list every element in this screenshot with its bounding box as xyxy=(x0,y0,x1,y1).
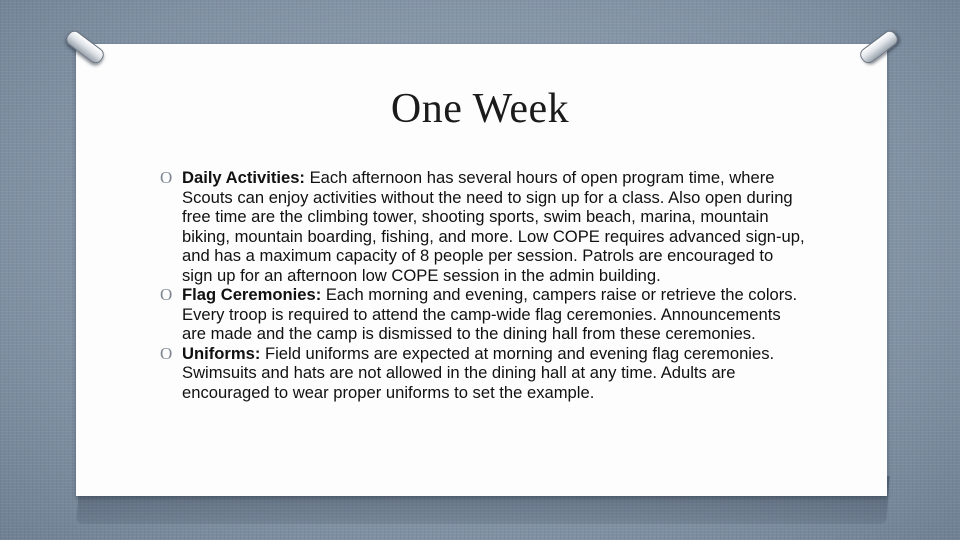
bullet-marker-icon: O xyxy=(160,285,173,304)
bullet-marker-icon: O xyxy=(160,343,173,363)
bullet-daily-activities xyxy=(160,168,805,285)
bullet-marker-icon: O xyxy=(160,168,173,187)
bullet-body: Field uniforms are expected at morning and evening flag ceremonies. Swimsuits and hats are not allowed in the dining hall at any time. Adults are encouraged to wear proper uniforms to set the example. xyxy=(182,343,775,402)
bullet-heading: Daily Activities: xyxy=(182,168,305,187)
bullet-heading: Flag Ceremonies: xyxy=(182,285,322,304)
bullet-uniforms xyxy=(160,344,805,403)
bullet-body: Each morning and evening, campers raise or retrieve the colors. Every troop is required to attend the camp-wide flag ceremonies. Announcements are made and the camp is dismissed to the dining hall from these ceremonies. xyxy=(182,285,798,343)
bullet-flag-ceremonies xyxy=(160,285,805,344)
slide-title: One Week xyxy=(390,86,570,132)
bullet-list xyxy=(160,168,805,402)
bullet-body: Each afternoon has several hours of open program time, where Scouts can enjoy activities without the need to sign up for a class. Also open during free time are the climbing tower, shooting sports, swim beach, marina, mountain biking, mountain boarding, fishing, and more. Low COPE requires advanced sign-up, and has a maximum capacity of 8 people per session. Patrols are encouraged to sign up for an afternoon low COPE session in the admin building. xyxy=(182,168,805,285)
bullet-heading: Uniforms: xyxy=(182,343,261,363)
